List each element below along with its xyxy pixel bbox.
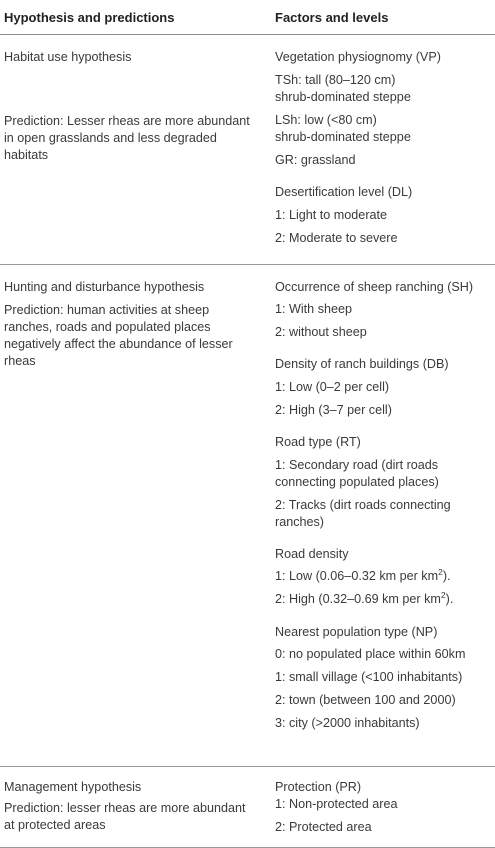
prediction-line: in open grasslands and less degraded (4, 131, 217, 145)
header-hypothesis: Hypothesis and predictions (4, 10, 175, 25)
factor-level: 1: Light to moderate (275, 208, 388, 222)
table-row (0, 767, 495, 848)
factor-level: shrub-dominated steppe (275, 90, 411, 104)
hypothesis-cell (4, 49, 266, 164)
factor-level: 1: Secondary road (dirt roads (275, 458, 439, 472)
superscript: 2 (440, 590, 446, 600)
factor-level: 1: Non-protected area (275, 797, 398, 811)
hypothesis-cell (4, 279, 266, 370)
factors-cell (275, 279, 493, 732)
factor-title: Protection (PR) (275, 780, 362, 794)
factor-title: Density of ranch buildings (DB) (275, 357, 449, 371)
factor-title: Nearest population type (NP) (275, 625, 438, 639)
table-row (0, 265, 495, 767)
superscript: 2 (438, 567, 443, 577)
hypothesis-title: Management hypothesis (4, 780, 142, 794)
factor-level: 2: Protected area (275, 820, 372, 834)
prediction-line: Prediction: lesser rheas are more abundant (4, 801, 246, 815)
prediction-line: rheas (4, 354, 36, 368)
factor-title: Road density (275, 547, 349, 561)
road-density-high-tail: ). (445, 592, 454, 606)
factor-level: 1: With sheep (275, 302, 353, 316)
road-density-low: 1: Low (0.06–0.32 km per km (275, 569, 439, 583)
table-header (0, 0, 495, 35)
factor-title: Road type (RT) (275, 435, 361, 449)
factor-level (275, 591, 493, 609)
factor-level: 2: High (3–7 per cell) (275, 403, 392, 417)
hypothesis-cell (4, 779, 266, 834)
factor-level: 2: Moderate to severe (275, 231, 398, 245)
factor-level: LSh: low (<80 cm) (275, 113, 377, 127)
factor-level: 1: Low (0–2 per cell) (275, 380, 390, 394)
prediction-line: ranches, roads and populated places (4, 320, 211, 334)
factor-level: 3: city (>2000 inhabitants) (275, 716, 420, 730)
road-density-high: 2: High (0.32–0.69 km per km (275, 592, 441, 606)
factor-level (275, 568, 493, 586)
prediction-line: negatively affect the abundance of lesser (4, 337, 233, 351)
factor-level: 2: Tracks (dirt roads connecting (275, 498, 451, 512)
factor-level: TSh: tall (80–120 cm) (275, 73, 396, 87)
table-row (0, 35, 495, 265)
factor-title: Occurrence of sheep ranching (SH) (275, 280, 474, 294)
factor-level: ranches) (275, 515, 324, 529)
factor-level: GR: grassland (275, 153, 356, 167)
factor-level: 0: no populated place within 60km (275, 647, 466, 661)
factor-level: 1: small village (<100 inhabitants) (275, 670, 463, 684)
factor-level: 2: town (between 100 and 2000) (275, 693, 456, 707)
factor-title: Desertification level (DL) (275, 185, 413, 199)
hypothesis-title: Hunting and disturbance hypothesis (4, 280, 205, 294)
prediction-line: Prediction: Lesser rheas are more abundant (4, 114, 250, 128)
hypothesis-title: Habitat use hypothesis (4, 50, 132, 64)
prediction-line: habitats (4, 148, 49, 162)
factor-title: Vegetation physiognomy (VP) (275, 50, 441, 64)
prediction-line: Prediction: human activities at sheep (4, 303, 210, 317)
factor-level: shrub-dominated steppe (275, 130, 411, 144)
prediction-line: at protected areas (4, 818, 106, 832)
factors-cell (275, 49, 493, 247)
road-density-low-tail: ). (442, 569, 451, 583)
factor-level: 2: without sheep (275, 325, 367, 339)
factor-level: connecting populated places) (275, 475, 439, 489)
factors-cell (275, 779, 493, 836)
header-factors: Factors and levels (275, 10, 389, 25)
